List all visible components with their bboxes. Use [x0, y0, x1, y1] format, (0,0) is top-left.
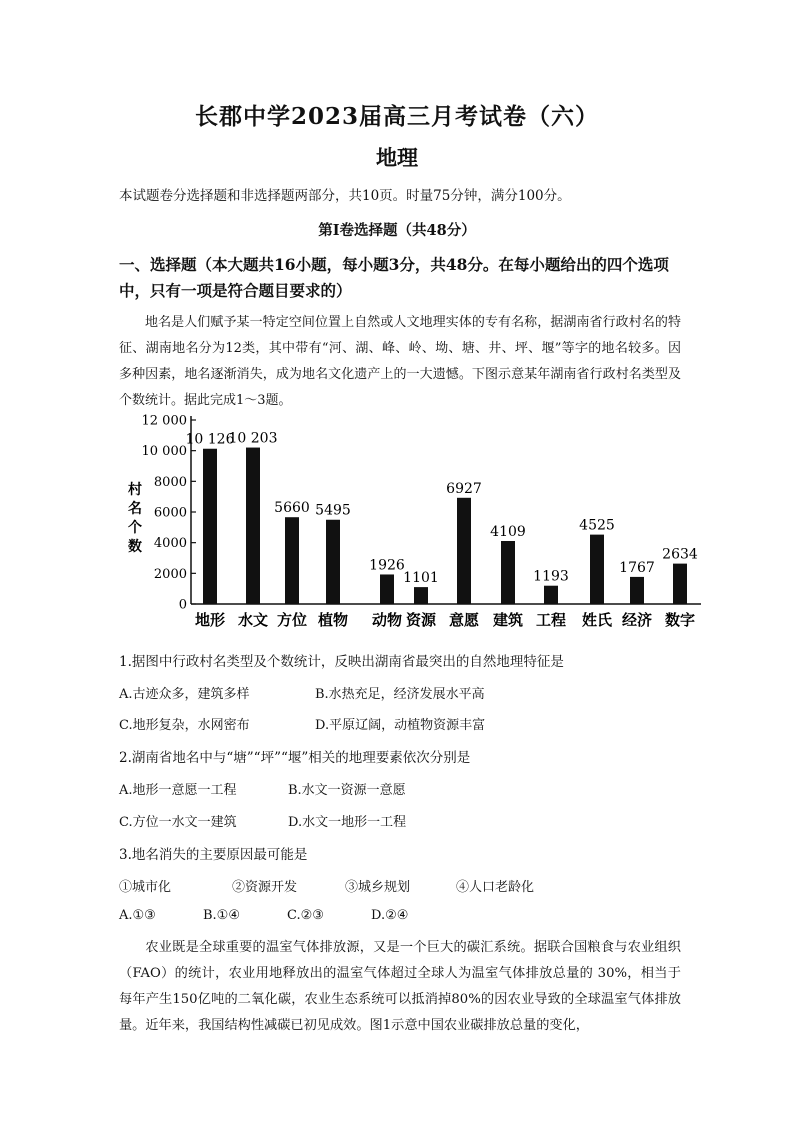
passage-1: 地名是人们赋予某一特定空间位置上自然或人文地理实体的专有名称，据湖南省行政村名的特征、湖南地名分为12类，其中带有“河、湖、峰、岭、坳、塘、井、坪、堰”等字的地名较多。因多种因素，地名逐渐消失，成为地名文化遗产上的一大遗憾。下图示意某年湖南省行政村名类型及个数统计。据此完成1～3题。 — [119, 315, 681, 408]
bar-资源 — [414, 587, 428, 604]
passage-2: 农业既是全球重要的温室气体排放源，又是一个巨大的碳汇系统。据联合国粮食与农业组织（FAO）的统计，农业用地释放出的温室气体超过全球人为温室气体排放总量的 30%，相当于每年产生150亿吨的二氧化碳，农业生态系统可以抵消掉80%的因农业导致的全球温室气体排放量。近年来，我国结构性减碳已初见成效。图1示意中国农业碳排放总量的变化， — [119, 940, 681, 1033]
y-tick-label: 2000 — [153, 566, 187, 582]
category-label: 植物 — [317, 611, 349, 629]
category-label: 工程 — [535, 611, 567, 629]
question-3-stem: 3.地名消失的主要原因最可能是 — [119, 847, 308, 863]
q1-option-d: D.平原辽阔，动植物资源丰富 — [315, 718, 486, 733]
y-axis-title-char: 个 — [128, 520, 142, 536]
q3-statement-2: ②资源开发 — [232, 880, 298, 895]
bar-数字 — [673, 564, 687, 604]
y-tick-label: 12 000 — [141, 413, 187, 429]
section-heading: 第Ⅰ卷选择题（共48分） — [318, 222, 476, 239]
category-label: 建筑 — [492, 611, 524, 629]
q1-option-a: A.古迹众多，建筑多样 — [119, 687, 250, 702]
q2-option-d: D.水文一地形一工程 — [288, 815, 407, 830]
bar-value-label: 10 126 — [185, 431, 235, 448]
bar-value-label: 1767 — [619, 559, 655, 576]
q3-option-b: B.①④ — [203, 908, 240, 923]
bar-动物 — [380, 574, 394, 604]
subject-title: 地理 — [376, 145, 418, 170]
bar-value-label: 6927 — [446, 480, 482, 497]
bar-value-label: 10 203 — [228, 430, 278, 447]
bar-意愿 — [457, 498, 471, 604]
bar-value-label: 1926 — [369, 557, 405, 574]
bar-方位 — [285, 517, 299, 604]
bar-value-label: 5495 — [315, 502, 351, 519]
q3-statement-1: ①城市化 — [119, 880, 172, 895]
y-axis-title-char: 村 — [128, 482, 142, 498]
y-axis-title-char: 名 — [128, 501, 142, 517]
question-2-stem: 2.湖南省地名中与“塘”“坪”“堰”相关的地理要素依次分别是 — [119, 750, 471, 766]
category-label: 资源 — [405, 611, 437, 629]
y-tick-label: 6000 — [153, 505, 187, 521]
bar-value-label: 4525 — [579, 517, 615, 534]
bar-工程 — [544, 586, 558, 604]
category-label: 数字 — [664, 611, 696, 629]
bar-经济 — [630, 577, 644, 604]
q2-option-a: A.地形一意愿一工程 — [119, 783, 237, 798]
category-label: 意愿 — [448, 611, 480, 629]
question-1-stem: 1.据图中行政村名类型及个数统计，反映出湖南省最突出的自然地理特征是 — [119, 654, 564, 670]
bar-地形 — [203, 449, 217, 604]
bar-value-label: 1101 — [403, 570, 439, 587]
category-label: 动物 — [371, 611, 403, 629]
bar-value-label: 5660 — [274, 500, 310, 517]
y-tick-label: 10 000 — [141, 444, 187, 460]
q2-option-b: B.水文一资源一意愿 — [288, 783, 406, 798]
q3-option-c: C.②③ — [287, 908, 324, 923]
exam-intro: 本试题卷分选择题和非选择题两部分，共10页。时量75分钟，满分100分。 — [119, 188, 571, 204]
category-label: 地形 — [194, 611, 226, 629]
q3-statement-3: ③城乡规划 — [345, 880, 411, 895]
category-label: 经济 — [621, 611, 653, 629]
q3-option-a: A.①③ — [119, 908, 156, 923]
category-label: 姓氏 — [581, 611, 613, 629]
bar-value-label: 1193 — [533, 568, 569, 585]
category-label: 水文 — [237, 611, 269, 629]
y-axis-title-char: 数 — [128, 539, 142, 555]
q3-option-d: D.②④ — [371, 908, 409, 923]
exam-title: 长郡中学2023届高三月考试卷（六） — [194, 103, 599, 130]
category-label: 方位 — [276, 611, 308, 629]
bar-水文 — [246, 448, 260, 604]
y-tick-label: 8000 — [153, 474, 187, 490]
bar-姓氏 — [590, 535, 604, 604]
y-tick-label: 0 — [178, 597, 187, 613]
q3-statement-4: ④人口老龄化 — [456, 880, 535, 895]
bar-植物 — [326, 520, 340, 604]
q1-option-c: C.地形复杂，水网密布 — [119, 718, 250, 733]
bar-value-label: 4109 — [490, 523, 526, 540]
bar-建筑 — [501, 541, 515, 604]
q1-option-b: B.水热充足，经济发展水平高 — [315, 687, 485, 702]
village-name-bar-chart — [119, 408, 709, 634]
q2-option-c: C.方位一水文一建筑 — [119, 815, 237, 830]
part-heading: 一、选择题（本大题共16小题，每小题3分，共48分。在每小题给出的四个选项中，只有一项是符合题目要求的） — [119, 255, 669, 300]
y-tick-label: 4000 — [153, 536, 187, 552]
bar-value-label: 2634 — [662, 546, 698, 563]
